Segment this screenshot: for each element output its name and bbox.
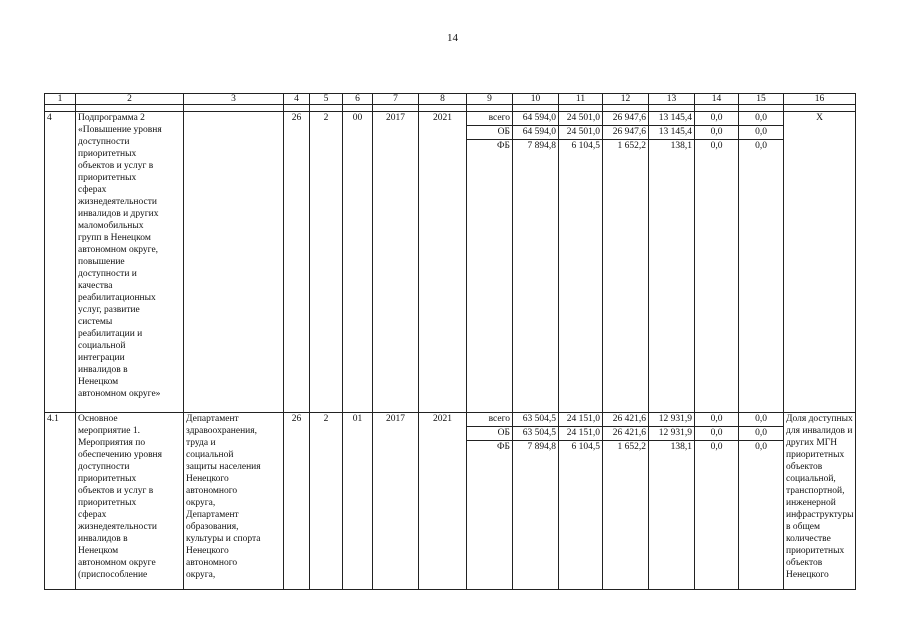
column-header-11: 11 bbox=[559, 94, 603, 105]
measure-name-line: Мероприятия по bbox=[78, 438, 146, 448]
end-year: 2021 bbox=[419, 413, 467, 590]
measure-name-line: услуг, развитие bbox=[78, 305, 140, 315]
measure-name-line: инвалидов в bbox=[78, 534, 128, 544]
year-2017 bbox=[559, 112, 603, 413]
measure-name-line: инвалидов в bbox=[78, 365, 128, 375]
measure-name-line: «Повышение уровня bbox=[78, 125, 162, 135]
indicator-line: социальной, bbox=[786, 474, 836, 484]
measure-name-line: интеграции bbox=[78, 353, 125, 363]
executor bbox=[184, 413, 284, 590]
executor-line: округа, bbox=[186, 570, 216, 580]
page-number: 14 bbox=[447, 32, 458, 44]
column-header-1: 1 bbox=[45, 94, 76, 105]
table-row bbox=[45, 413, 856, 590]
measure-name-line: мероприятие 1. bbox=[78, 426, 140, 436]
executor-line: Ненецкого bbox=[186, 474, 229, 484]
spacer-cell bbox=[284, 105, 310, 112]
column-header-2: 2 bbox=[76, 94, 184, 105]
year-2019 bbox=[649, 413, 695, 590]
year-2018-value: 1 652,2 bbox=[617, 141, 646, 151]
indicator-line: для инвалидов и bbox=[786, 426, 853, 436]
column-header-3: 3 bbox=[184, 94, 284, 105]
year-2020-value: 0,0 bbox=[695, 427, 738, 441]
executor-line: здравоохранения, bbox=[186, 426, 257, 436]
spacer-cell bbox=[373, 105, 419, 112]
measure-name-line: приоритетных bbox=[78, 474, 137, 484]
column-header-10: 10 bbox=[513, 94, 559, 105]
measure-name bbox=[76, 413, 184, 590]
year-2020-value: 0,0 bbox=[710, 442, 723, 452]
measure-name-line: доступности и bbox=[78, 269, 137, 279]
indicator-line: других МГН bbox=[786, 438, 838, 448]
year-2018 bbox=[603, 112, 649, 413]
measure-name-line: групп в Ненецком bbox=[78, 233, 151, 243]
total-2017-2021-value: 64 594,0 bbox=[513, 112, 558, 126]
measure-name-line: маломобильных bbox=[78, 221, 144, 231]
code-program: 2 bbox=[310, 413, 343, 590]
total-2017-2021-value: 63 504,5 bbox=[513, 427, 558, 441]
total-2017-2021 bbox=[513, 112, 559, 413]
year-2020 bbox=[695, 413, 739, 590]
measure-name-line: объектов и услуг в bbox=[78, 486, 154, 496]
year-2019-value: 12 931,9 bbox=[649, 413, 694, 427]
funding-source-value: всего bbox=[467, 413, 512, 427]
measure-name-line: реабилитационных bbox=[78, 293, 156, 303]
column-header-9: 9 bbox=[467, 94, 513, 105]
measure-name-line: автономном округе, bbox=[78, 245, 159, 255]
executor-line: Департамент bbox=[186, 414, 239, 424]
measure-name-line: повышение bbox=[78, 257, 125, 267]
indicator-line: приоритетных bbox=[786, 546, 845, 556]
column-header-4: 4 bbox=[284, 94, 310, 105]
year-2018-value: 26 421,6 bbox=[603, 413, 648, 427]
year-2017 bbox=[559, 413, 603, 590]
year-2019-value: 13 145,4 bbox=[649, 112, 694, 126]
measure-name-line: автономном округе» bbox=[78, 389, 161, 399]
measure-name-line: (приспособление bbox=[78, 570, 148, 580]
year-2020-value: 0,0 bbox=[695, 126, 738, 140]
table-body bbox=[45, 112, 856, 590]
measure-name bbox=[76, 112, 184, 413]
year-2021-value: 0,0 bbox=[739, 427, 783, 441]
year-2019-value: 12 931,9 bbox=[649, 427, 694, 441]
indicator-line: Ненецкого bbox=[786, 570, 829, 580]
total-2017-2021-value: 64 594,0 bbox=[513, 126, 558, 140]
measure-name-line: жизнедеятельности bbox=[78, 522, 157, 532]
end-year: 2021 bbox=[419, 112, 467, 413]
column-header-7: 7 bbox=[373, 94, 419, 105]
spacer-cell bbox=[513, 105, 559, 112]
column-header-6: 6 bbox=[343, 94, 373, 105]
spacer-cell bbox=[603, 105, 649, 112]
indicator-line: Доля доступных bbox=[786, 414, 853, 424]
year-2018-value: 26 947,6 bbox=[603, 126, 648, 140]
year-2019-value: 138,1 bbox=[670, 442, 692, 452]
column-header-8: 8 bbox=[419, 94, 467, 105]
year-2020-value: 0,0 bbox=[695, 413, 738, 427]
column-header-16: 16 bbox=[784, 94, 856, 105]
indicator-line: объектов bbox=[786, 462, 823, 472]
year-2020-value: 0,0 bbox=[695, 112, 738, 126]
funding-source bbox=[467, 112, 513, 413]
measure-name-line: социальной bbox=[78, 341, 126, 351]
indicator-line: X bbox=[816, 113, 823, 123]
year-2021-value: 0,0 bbox=[739, 112, 783, 126]
measure-name-line: объектов и услуг в bbox=[78, 161, 154, 171]
spacer-cell bbox=[184, 105, 284, 112]
year-2018-value: 26 947,6 bbox=[603, 112, 648, 126]
funding-source-value: ФБ bbox=[497, 141, 510, 151]
column-header-13: 13 bbox=[649, 94, 695, 105]
spacer-cell bbox=[343, 105, 373, 112]
code-subprogram: 01 bbox=[343, 413, 373, 590]
measure-name-line: приоритетных bbox=[78, 149, 137, 159]
indicator-line: объектов bbox=[786, 558, 823, 568]
executor-line: автономного bbox=[186, 558, 238, 568]
executor-line: образования, bbox=[186, 522, 239, 532]
indicator-line: количестве bbox=[786, 534, 831, 544]
measure-name-line: инвалидов и других bbox=[78, 209, 159, 219]
year-2017-value: 24 151,0 bbox=[559, 413, 602, 427]
total-2017-2021-value: 7 894,8 bbox=[527, 442, 556, 452]
executor-line: защиты населения bbox=[186, 462, 261, 472]
funding-source-value: ОБ bbox=[467, 427, 512, 441]
total-2017-2021 bbox=[513, 413, 559, 590]
funding-source-value: всего bbox=[467, 112, 512, 126]
indicator-line: транспортной, bbox=[786, 486, 845, 496]
executor-line: Ненецкого bbox=[186, 546, 229, 556]
funding-source-value: ОБ bbox=[467, 126, 512, 140]
year-2017-value: 6 104,5 bbox=[571, 141, 600, 151]
spacer-cell bbox=[739, 105, 784, 112]
measure-name-line: Основное bbox=[78, 414, 118, 424]
indicator bbox=[784, 413, 856, 590]
year-2017-value: 24 501,0 bbox=[559, 126, 602, 140]
budget-table bbox=[44, 93, 856, 590]
table-row bbox=[45, 112, 856, 413]
year-2017-value: 24 151,0 bbox=[559, 427, 602, 441]
measure-name-line: Подпрограмма 2 bbox=[78, 113, 145, 123]
year-2021-value: 0,0 bbox=[739, 413, 783, 427]
measure-name-line: сферах bbox=[78, 185, 107, 195]
measure-name-line: жизнедеятельности bbox=[78, 197, 157, 207]
start-year: 2017 bbox=[373, 112, 419, 413]
executor bbox=[184, 112, 284, 413]
executor-line: автономного bbox=[186, 486, 238, 496]
spacer-cell bbox=[695, 105, 739, 112]
executor-line: культуры и спорта bbox=[186, 534, 261, 544]
year-2020-value: 0,0 bbox=[710, 141, 723, 151]
year-2021 bbox=[739, 112, 784, 413]
measure-name-line: приоритетных bbox=[78, 173, 137, 183]
measure-name-line: системы bbox=[78, 317, 113, 327]
spacer-cell bbox=[784, 105, 856, 112]
year-2019-value: 13 145,4 bbox=[649, 126, 694, 140]
total-2017-2021-value: 63 504,5 bbox=[513, 413, 558, 427]
year-2019 bbox=[649, 112, 695, 413]
year-2017-value: 24 501,0 bbox=[559, 112, 602, 126]
measure-name-line: качества bbox=[78, 281, 113, 291]
column-header-15: 15 bbox=[739, 94, 784, 105]
executor-line: округа, bbox=[186, 498, 216, 508]
spacer-cell bbox=[76, 105, 184, 112]
measure-name-line: доступности bbox=[78, 462, 130, 472]
indicator-line: в общем bbox=[786, 522, 820, 532]
spacer-cell bbox=[310, 105, 343, 112]
year-2020 bbox=[695, 112, 739, 413]
year-2018-value: 26 421,6 bbox=[603, 427, 648, 441]
column-header-14: 14 bbox=[695, 94, 739, 105]
column-header-5: 5 bbox=[310, 94, 343, 105]
row-number: 4 bbox=[45, 112, 76, 413]
measure-name-line: сферах bbox=[78, 510, 107, 520]
indicator bbox=[784, 112, 856, 413]
spacer-cell bbox=[559, 105, 603, 112]
measure-name-line: Ненецком bbox=[78, 377, 119, 387]
year-2021-value: 0,0 bbox=[755, 442, 767, 452]
start-year: 2017 bbox=[373, 413, 419, 590]
spacer-cell bbox=[649, 105, 695, 112]
executor-line: труда и bbox=[186, 438, 216, 448]
year-2019-value: 138,1 bbox=[670, 141, 692, 151]
year-2021-value: 0,0 bbox=[755, 141, 767, 151]
spacer-cell bbox=[419, 105, 467, 112]
year-2021-value: 0,0 bbox=[739, 126, 783, 140]
funding-source-value: ФБ bbox=[497, 442, 510, 452]
measure-name-line: обеспечению уровня bbox=[78, 450, 163, 460]
spacer-row bbox=[45, 105, 856, 112]
code-program: 2 bbox=[310, 112, 343, 413]
column-header-12: 12 bbox=[603, 94, 649, 105]
indicator-line: инженерной bbox=[786, 498, 836, 508]
row-number: 4.1 bbox=[45, 413, 76, 590]
indicator-line: приоритетных bbox=[786, 450, 845, 460]
measure-name-line: автономном округе bbox=[78, 558, 156, 568]
measure-name-line: Ненецком bbox=[78, 546, 119, 556]
measure-name-line: реабилитации и bbox=[78, 329, 143, 339]
code-admin: 26 bbox=[284, 112, 310, 413]
year-2021 bbox=[739, 413, 784, 590]
spacer-cell bbox=[467, 105, 513, 112]
year-2018 bbox=[603, 413, 649, 590]
code-subprogram: 00 bbox=[343, 112, 373, 413]
year-2018-value: 1 652,2 bbox=[617, 442, 646, 452]
total-2017-2021-value: 7 894,8 bbox=[527, 141, 556, 151]
spacer-cell bbox=[45, 105, 76, 112]
header-row bbox=[45, 94, 856, 105]
indicator-line: инфраструктуры bbox=[786, 510, 854, 520]
funding-source bbox=[467, 413, 513, 590]
code-admin: 26 bbox=[284, 413, 310, 590]
year-2017-value: 6 104,5 bbox=[571, 442, 600, 452]
measure-name-line: приоритетных bbox=[78, 498, 137, 508]
executor-line: Департамент bbox=[186, 510, 239, 520]
executor-line: социальной bbox=[186, 450, 234, 460]
measure-name-line: доступности bbox=[78, 137, 130, 147]
